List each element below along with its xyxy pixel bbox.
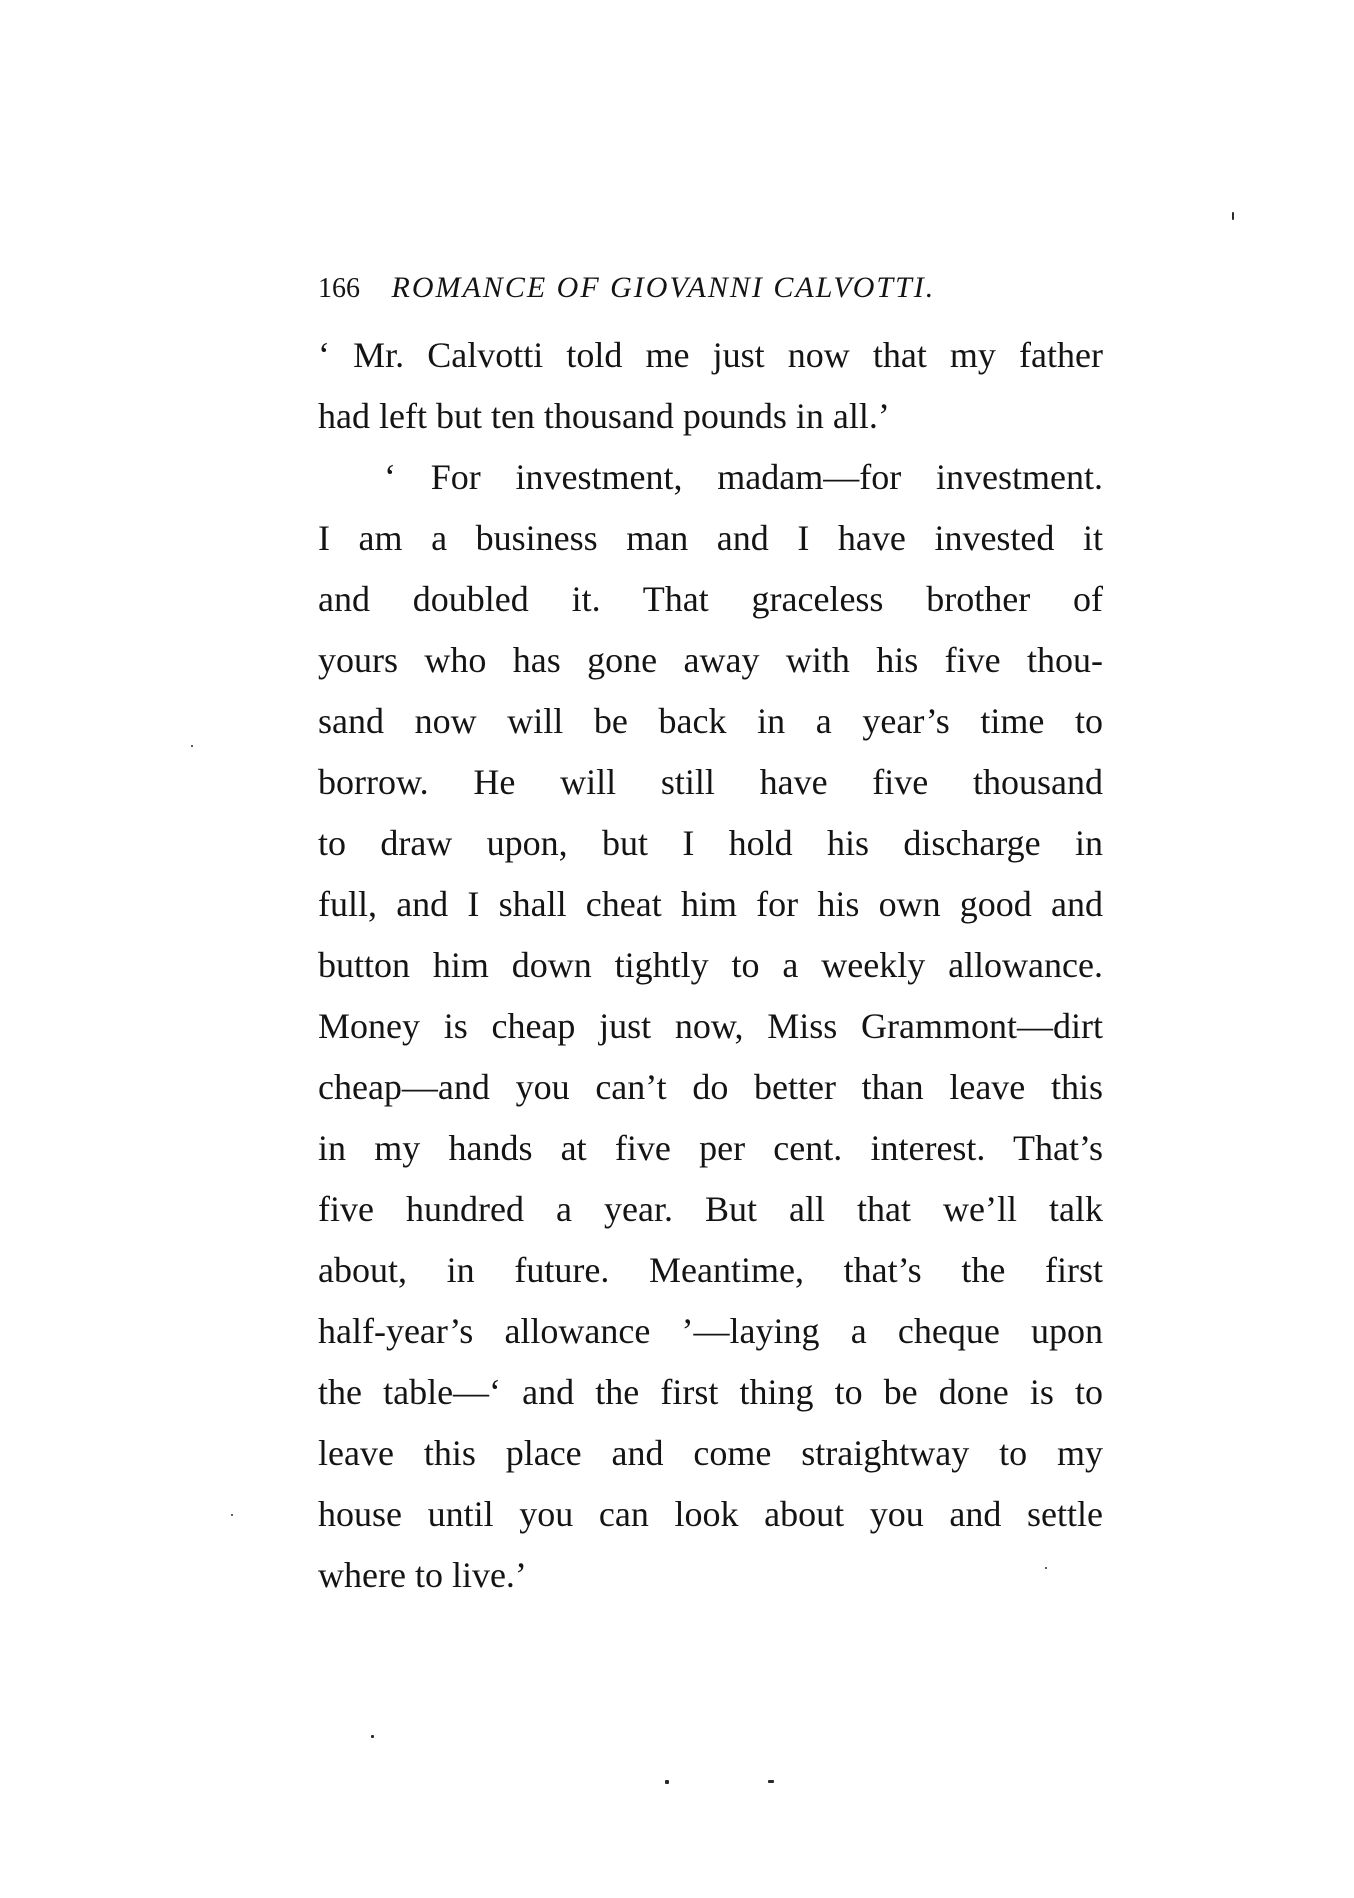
text-line: leave this place and come straightway to my: [318, 1433, 1103, 1473]
scan-speck: [768, 1780, 774, 1783]
scan-speck: [371, 1735, 374, 1738]
text-line: five hundred a year. But all that we’ll talk: [318, 1189, 1103, 1229]
text-line: borrow. He will still have five thousand: [318, 762, 1103, 802]
text-line: full, and I shall cheat him for his own good and: [318, 884, 1103, 924]
text-line: about, in future. Meantime, that’s the first: [318, 1250, 1103, 1290]
text-line: where to live.’: [318, 1555, 527, 1595]
text-line: I am a business man and I have invested it: [318, 518, 1103, 558]
text-line: had left but ten thousand pounds in all.’: [318, 396, 890, 436]
running-title: ROMANCE OF GIOVANNI CALVOTTI.: [391, 271, 936, 304]
text-line: cheap—and you can’t do better than leave this: [318, 1067, 1103, 1107]
scan-speck: [231, 1514, 233, 1516]
text-line: to draw upon, but I hold his discharge in: [318, 823, 1103, 863]
body-text: [318, 325, 1103, 1606]
text-line: sand now will be back in a year’s time to: [318, 701, 1103, 741]
text-line: ‘ For investment, madam—for investment.: [384, 457, 1103, 497]
scan-speck: [191, 745, 193, 747]
text-line: in my hands at five per cent. interest. That’s: [318, 1128, 1103, 1168]
text-line: ‘ Mr. Calvotti told me just now that my father: [318, 335, 1103, 375]
scan-speck: [665, 1780, 669, 1784]
scan-speck: [1045, 1567, 1047, 1569]
text-line: yours who has gone away with his five thou-: [318, 640, 1103, 680]
running-header: [318, 268, 1108, 308]
text-line: house until you can look about you and settle: [318, 1494, 1103, 1534]
text-line: button him down tightly to a weekly allowance.: [318, 945, 1103, 985]
text-line: and doubled it. That graceless brother of: [318, 579, 1103, 619]
page-number: 166: [318, 273, 360, 304]
text-line: half-year’s allowance ’—laying a cheque upon: [318, 1311, 1103, 1351]
scan-speck: [1232, 212, 1234, 220]
text-line: the table—‘ and the first thing to be done is to: [318, 1372, 1103, 1412]
text-line: Money is cheap just now, Miss Grammont—dirt: [318, 1006, 1103, 1046]
